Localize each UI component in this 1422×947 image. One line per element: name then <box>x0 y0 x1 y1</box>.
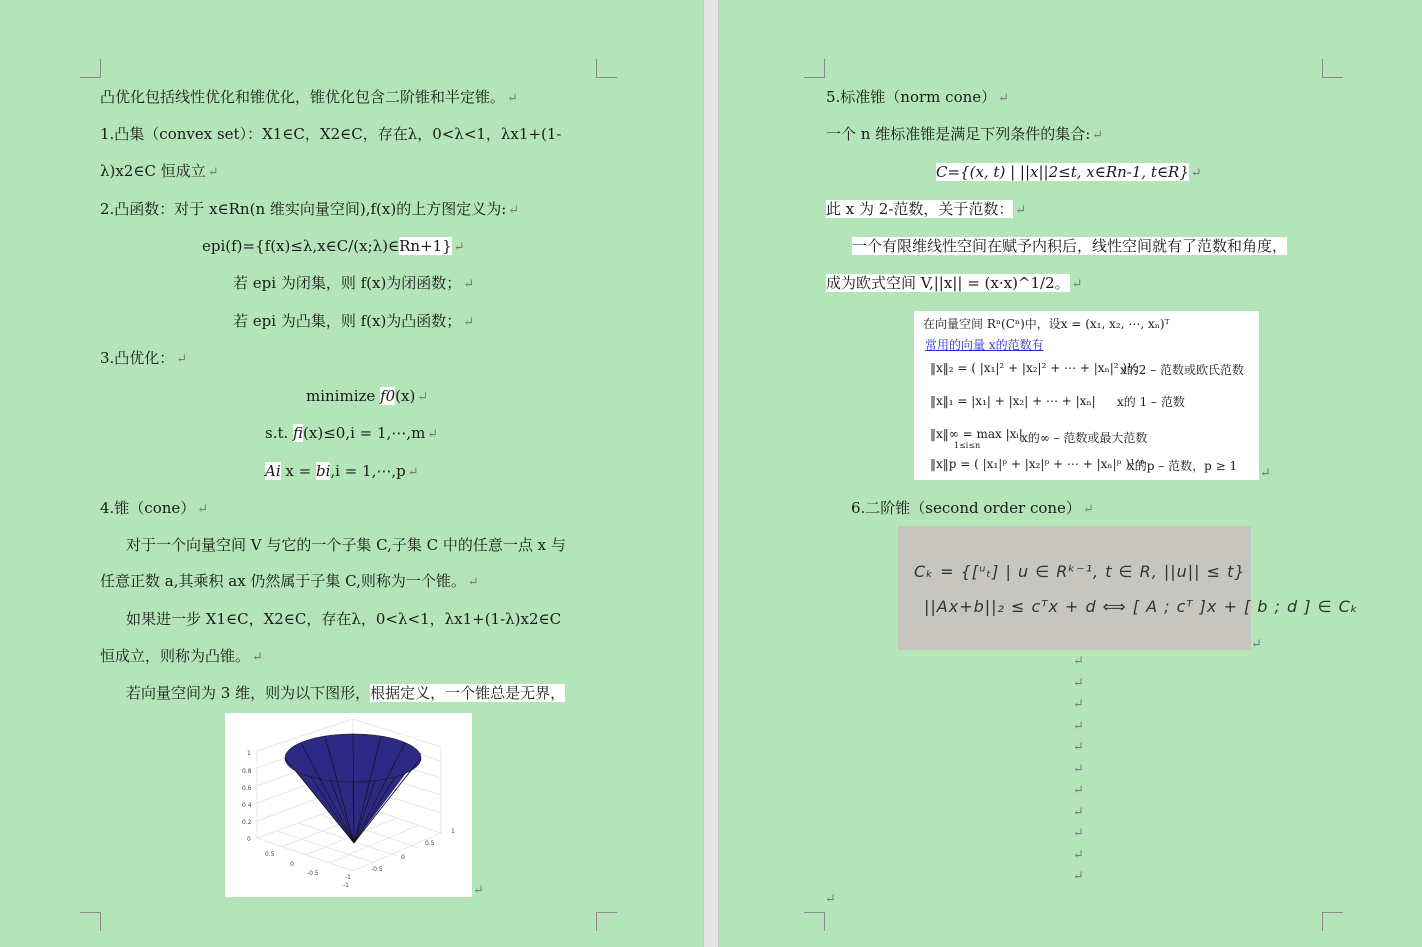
handwritten-cone-definition: Cₖ = {[ᵘₜ] | u ∈ Rᵏ⁻¹, t ∈ R, ||u|| ≤ t} <box>914 562 1246 581</box>
z-tick-label: 0.6 <box>242 785 252 792</box>
paragraph-2-norm[interactable]: 此 x 为 2-范数，关于范数： ↵ <box>826 200 1027 218</box>
norm-p-label: x的p – 范数，p ≥ 1 <box>1128 459 1238 473</box>
page-corner-mark <box>804 912 825 931</box>
norm-2-formula: ‖x‖₂ = ( |x₁|² + |x₂|² + ⋯ + |xₙ|² )½ <box>930 361 1139 375</box>
formula-epigraph[interactable]: epi(f)={f(x)≤λ,x∈C/(x;λ)∈Rn+1} ↵ <box>202 237 465 255</box>
empty-paragraph-mark: ↵ <box>1073 676 1084 691</box>
paragraph-cone-title[interactable]: 4.锥（cone） ↵ <box>100 499 209 517</box>
paragraph-convex-cone[interactable]: 如果进一步 X1∈C，X2∈C，存在λ，0<λ<1，λx1+(1-λ)x2∈C <box>126 610 562 628</box>
norm-1-label: x的 1 – 范数 <box>1117 395 1185 409</box>
x-tick-label: 0 <box>290 861 294 868</box>
norm-1-formula: ‖x‖₁ = |x₁| + |x₂| + ⋯ + |xₙ| <box>930 394 1096 408</box>
paragraph-norm-cone-desc[interactable]: 一个 n 维标准锥是满足下列条件的集合: ↵ <box>826 125 1104 143</box>
norm-inf-label: x的∞ – 范数或最大范数 <box>1021 431 1148 445</box>
empty-paragraph-mark: ↵ <box>1073 848 1084 863</box>
norm-intro-text: 在向量空间 Rⁿ(Cⁿ)中，设x = (x₁, x₂, ⋯, xₙ)ᵀ <box>923 317 1170 331</box>
z-tick-label: 0.8 <box>242 768 252 775</box>
empty-paragraph-mark: ↵ <box>1073 805 1084 820</box>
paragraph-cone-definition-cont[interactable]: 任意正数 a,其乘积 ax 仍然属于子集 C,则称为一个锥。 ↵ <box>100 572 479 590</box>
paragraph-3d-cone[interactable]: 若向量空间为 3 维，则为以下图形，根据定义，一个锥总是无界， <box>126 684 566 702</box>
paragraph-euclidean-space-cont[interactable]: 成为欧式空间 V,||x|| = (x·x)^1/2。 ↵ <box>826 274 1083 292</box>
document-page-right <box>719 0 1422 947</box>
norm-2-label: x的2 – 范数或欧氏范数 <box>1120 363 1245 377</box>
empty-paragraph-mark: ↵ <box>1073 719 1084 734</box>
page-corner-mark <box>1322 59 1343 78</box>
cone-3d-plot-image[interactable] <box>225 713 472 897</box>
page-gap-divider <box>703 0 719 947</box>
empty-paragraph-mark: ↵ <box>1073 869 1084 884</box>
page-corner-mark <box>1322 912 1343 931</box>
paragraph-norm-cone-title[interactable]: 5.标准锥（norm cone） ↵ <box>826 88 1010 106</box>
page-corner-mark <box>596 912 617 931</box>
paragraph-mark: ↵ <box>473 883 484 898</box>
y-tick-label: 1 <box>451 828 455 835</box>
norm-inf-subscript: 1≤i≤n <box>954 441 981 450</box>
page-corner-mark <box>80 59 101 78</box>
paragraph-closed-function[interactable]: 若 epi 为闭集，则 f(x)为闭函数； ↵ <box>233 274 475 292</box>
paragraph-mark: ↵ <box>1251 637 1262 652</box>
empty-paragraph-mark: ↵ <box>1073 697 1084 712</box>
paragraph-convex-set-cont[interactable]: λ)x2∈C 恒成立 ↵ <box>100 162 219 180</box>
document-page-left <box>0 0 703 947</box>
cone-3d-plot <box>225 713 472 897</box>
paragraph-convex-optimization[interactable]: 3.凸优化： ↵ <box>100 349 188 367</box>
z-tick-label: 0 <box>247 836 251 843</box>
z-tick-label: 0.2 <box>242 819 252 826</box>
empty-paragraph-mark: ↵ <box>1073 783 1084 798</box>
paragraph-intro[interactable]: 凸优化包括线性优化和锥优化，锥优化包含二阶锥和半定锥。 ↵ <box>100 88 518 106</box>
paragraph-second-order-cone-title[interactable]: 6.二阶锥（second order cone） ↵ <box>851 499 1094 517</box>
vector-norms-image[interactable] <box>914 311 1259 480</box>
formula-inequality-constraint[interactable]: s.t. fi(x)≤0,i = 1,⋯,m ↵ <box>265 424 439 442</box>
page-corner-mark <box>80 912 101 931</box>
page-corner-mark <box>804 59 825 78</box>
formula-norm-cone[interactable]: C={(x, t) | ||x||2≤t, x∈Rn-1, t∈R} ↵ <box>936 163 1202 181</box>
empty-paragraph-mark: ↵ <box>1073 826 1084 841</box>
y-tick-label: 0.5 <box>425 840 435 847</box>
norm-p-formula: ‖x‖p = ( |x₁|ᵖ + |x₂|ᵖ + ⋯ + |xₙ|ᵖ )¹ᐟᵖ <box>930 457 1145 471</box>
paragraph-euclidean-space[interactable]: 一个有限维线性空间在赋予内积后，线性空间就有了范数和角度， <box>852 237 1288 255</box>
formula-minimize[interactable]: minimize f0(x) ↵ <box>306 387 429 405</box>
handwritten-cone-constraint: ||Ax+b||₂ ≤ cᵀx + d ⟺ [ A ; cᵀ ]x + [ b ; d ] ∈ Cₖ <box>924 597 1359 616</box>
page-corner-mark <box>596 59 617 78</box>
norm-inf-formula: ‖x‖∞ = max |xᵢ| <box>930 427 1023 441</box>
y-tick-label: -0.5 <box>371 866 383 873</box>
x-tick-label: -1 <box>343 882 349 889</box>
paragraph-convex-cone-cont[interactable]: 恒成立，则称为凸锥。 ↵ <box>100 647 263 665</box>
x-tick-label: -0.5 <box>307 870 319 877</box>
second-order-cone-photo[interactable] <box>898 526 1359 650</box>
empty-paragraph-mark: ↵ <box>1073 654 1084 669</box>
empty-paragraph-mark: ↵ <box>825 892 836 907</box>
y-tick-label: 0 <box>401 854 405 861</box>
empty-paragraph-mark: ↵ <box>1073 740 1084 755</box>
paragraph-cone-definition[interactable]: 对于一个向量空间 V 与它的一个子集 C,子集 C 中的任意一点 x 与 <box>126 536 566 554</box>
empty-paragraph-mark: ↵ <box>1073 762 1084 777</box>
formula-equality-constraint[interactable]: Ai x = bi,i = 1,⋯,p ↵ <box>265 462 419 480</box>
y-tick-label: -1 <box>345 874 351 881</box>
z-tick-label: 1 <box>247 750 251 757</box>
paragraph-convex-function[interactable]: 2.凸函数：对于 x∈Rn(n 维实向量空间),f(x)的上方图定义为: ↵ <box>100 200 520 218</box>
norm-common-heading: 常用的向量 x的范数有 <box>925 338 1044 352</box>
paragraph-mark: ↵ <box>1260 466 1271 481</box>
x-tick-label: 0.5 <box>265 851 275 858</box>
paragraph-convex-set[interactable]: 1.凸集（convex set）：X1∈C，X2∈C，存在λ，0<λ<1，λx1+(1- <box>100 125 562 143</box>
z-tick-label: 0.4 <box>242 802 252 809</box>
paragraph-convex-epi[interactable]: 若 epi 为凸集，则 f(x)为凸函数； ↵ <box>233 312 475 330</box>
